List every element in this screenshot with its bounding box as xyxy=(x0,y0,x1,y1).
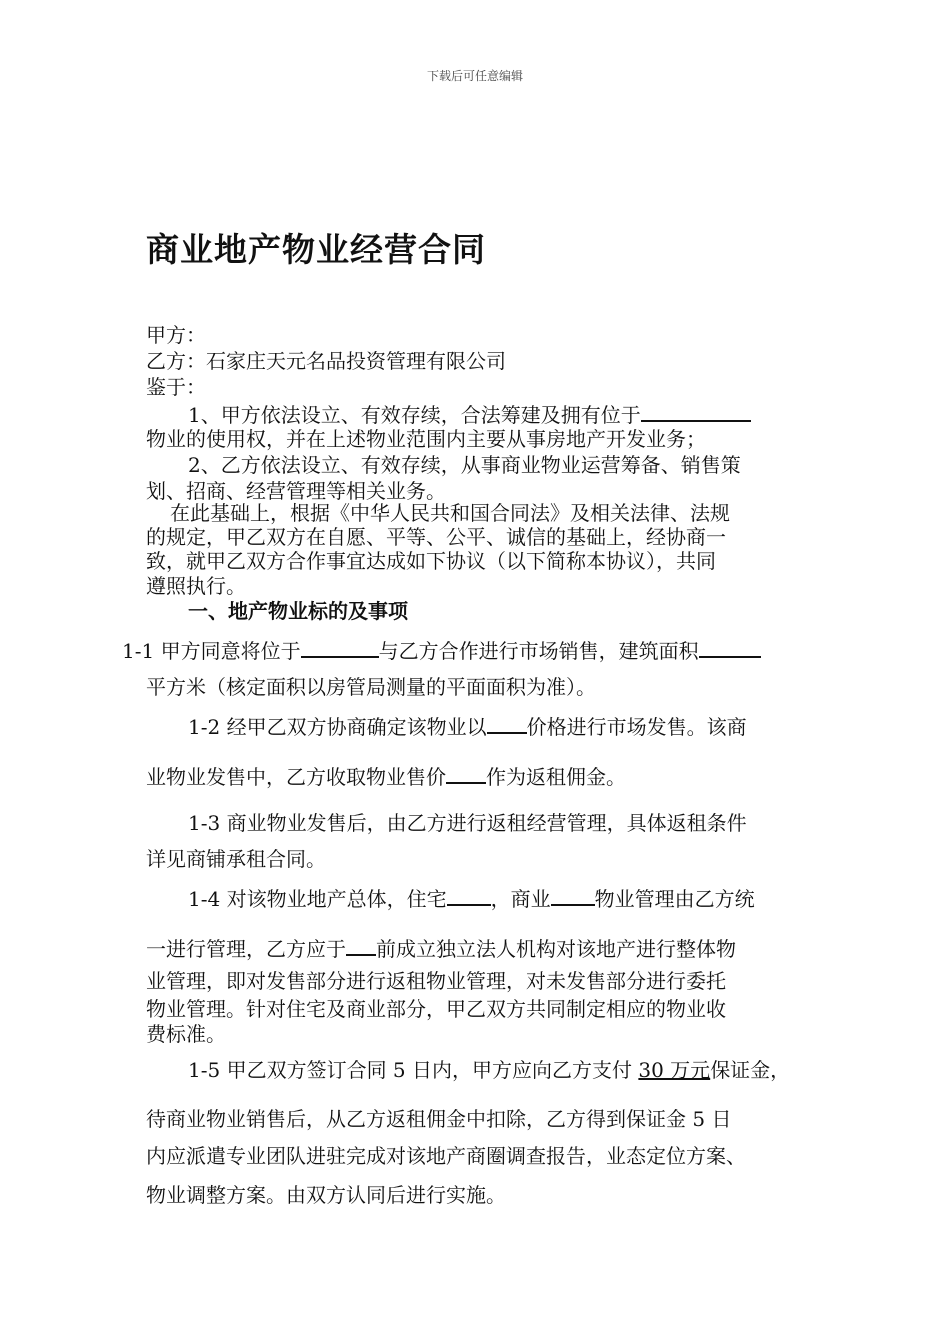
item-1-4-commercial-blank xyxy=(551,884,595,906)
item-1-2-text-d: 作为返租佣金。 xyxy=(486,765,626,789)
item-1-4-text-a: 1-4 对该物业地产总体，住宅 xyxy=(188,887,447,911)
deposit-amount: 30 万元 xyxy=(638,1058,711,1082)
basis-line-4: 遵照执行。 xyxy=(146,574,246,598)
item-1-2-line-2 xyxy=(146,762,811,790)
party-b-line: 乙方：石家庄天元名品投资管理有限公司 xyxy=(146,349,506,373)
item-1-4-line-2 xyxy=(146,934,811,962)
header-note: 下载后可任意编辑 xyxy=(426,69,523,83)
item-1-5-line-3: 内应派遣专业团队进驻完成对该地产商圈调查报告，业态定位方案、 xyxy=(146,1144,746,1168)
party-a-line: 甲方： xyxy=(146,323,206,347)
item-1-4-text-c: 物业管理由乙方统 xyxy=(594,887,755,911)
item-1-4-date-blank xyxy=(346,934,376,956)
item-1-1-line-2: 平方米（核定面积以房管局测量的平面面积为准）。 xyxy=(146,675,596,699)
document-title: 商业地产物业经营合同 xyxy=(146,230,486,269)
item-1-4-text-e: 前成立独立法人机构对该地产进行整体物 xyxy=(376,937,736,961)
item-1-1-location-blank xyxy=(301,636,379,658)
clause-2-line-1: 2、乙方依法设立、有效存续，从事商业物业运营筹备、销售策 xyxy=(188,453,741,477)
basis-line-3: 致，就甲乙双方合作事宜达成如下协议（以下简称本协议），共同 xyxy=(146,549,716,573)
item-1-1-text-b: 与乙方合作进行市场销售，建筑面积 xyxy=(378,639,699,663)
item-1-5-line-4: 物业调整方案。由双方认同后进行实施。 xyxy=(146,1183,506,1207)
item-1-4-line-4: 物业管理。针对住宅及商业部分，甲乙双方共同制定相应的物业收 xyxy=(146,997,726,1021)
item-1-5-line-1 xyxy=(146,1057,853,1083)
whereas-label: 鉴于： xyxy=(146,375,206,399)
clause-1-line-1 xyxy=(146,400,853,428)
item-1-4-residential-blank xyxy=(447,884,491,906)
clause-2-line-2: 划、招商、经营管理等相关业务。 xyxy=(146,479,446,503)
item-1-3-line-1: 1-3 商业物业发售后，由乙方进行返租经营管理，具体返租条件 xyxy=(188,811,747,835)
item-1-1-text-a: 1-1 甲方同意将位于 xyxy=(122,639,301,663)
item-1-1-line-1 xyxy=(122,636,787,664)
item-1-4-line-1 xyxy=(146,884,853,912)
item-1-2-price-blank xyxy=(487,712,527,734)
item-1-2-text-c: 业物业发售中，乙方收取物业售价 xyxy=(146,765,446,789)
item-1-2-text-a: 1-2 经甲乙双方协商确定该物业以 xyxy=(188,715,487,739)
location-blank xyxy=(641,400,751,422)
item-1-5-text-a: 1-5 甲乙双方签订合同 5 日内，甲方应向乙方支付 xyxy=(188,1058,639,1082)
basis-line-1: 在此基础上，根据《中华人民共和国合同法》及相关法律、法规 xyxy=(170,501,730,525)
item-1-1-area-blank xyxy=(699,636,761,658)
item-1-5-text-b: 保证金， xyxy=(710,1058,791,1082)
basis-line-2: 的规定，甲乙双方在自愿、平等、公平、诚信的基础上，经协商一 xyxy=(146,525,726,549)
item-1-2-commission-blank xyxy=(446,762,486,784)
clause-1-text: 1、甲方依法设立、有效存续，合法筹建及拥有位于 xyxy=(188,403,641,427)
clause-1-line-2: 物业的使用权，并在上述物业范围内主要从事房地产开发业务； xyxy=(146,427,706,451)
item-1-2-line-1 xyxy=(146,712,853,740)
item-1-4-text-d: 一进行管理，乙方应于 xyxy=(146,937,346,961)
item-1-4-line-3: 业管理，即对发售部分进行返租物业管理，对未发售部分进行委托 xyxy=(146,969,726,993)
item-1-4-text-b: ，商业 xyxy=(490,887,551,911)
section-1-heading: 一、地产物业标的及事项 xyxy=(188,599,408,623)
item-1-4-line-5: 费标准。 xyxy=(146,1022,226,1046)
item-1-5-line-2: 待商业物业销售后，从乙方返租佣金中扣除，乙方得到保证金 5 日 xyxy=(146,1107,732,1131)
item-1-3-line-2: 详见商铺承租合同。 xyxy=(146,847,326,871)
item-1-2-text-b: 价格进行市场发售。该商 xyxy=(526,715,747,739)
